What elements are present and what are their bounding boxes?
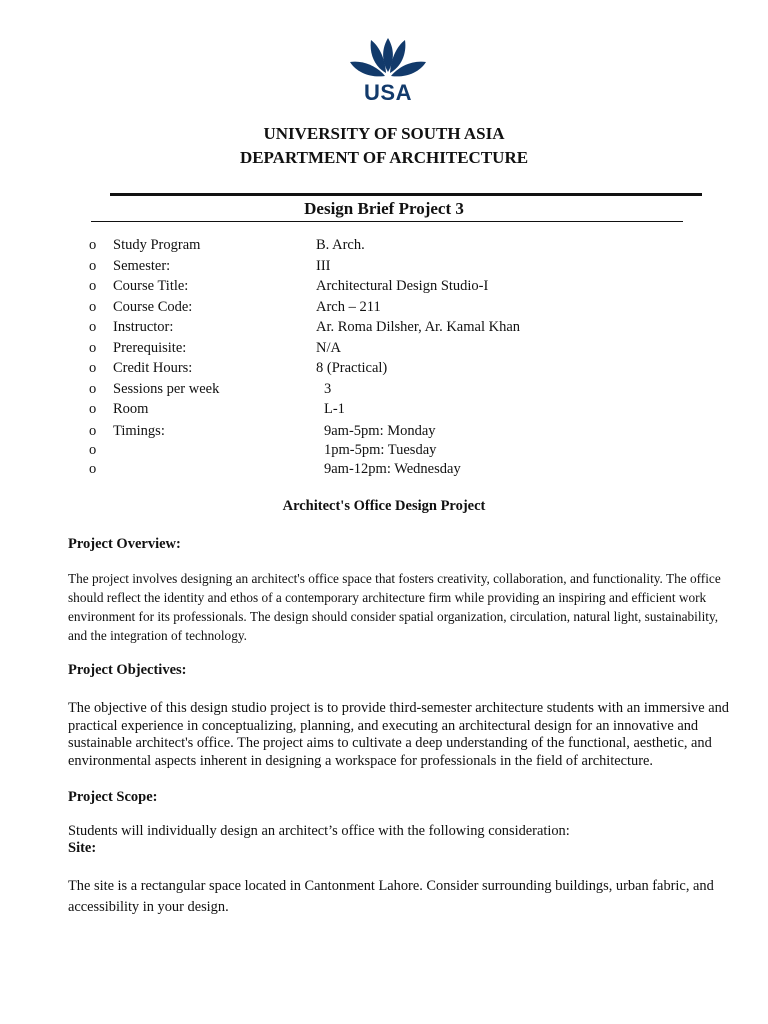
brief-title: Design Brief Project 3 <box>304 199 464 218</box>
bullet: o <box>89 380 97 397</box>
header-rule-top <box>110 193 702 196</box>
university-logo <box>347 36 429 104</box>
info-value: B. Arch. <box>316 237 365 253</box>
logo-text: USA <box>364 80 412 105</box>
info-label: Study Program <box>113 237 201 253</box>
info-label: Course Code: <box>113 298 193 315</box>
info-label: Instructor: <box>113 319 174 335</box>
info-value: N/A <box>316 339 341 356</box>
info-value: Arch – 211 <box>316 298 381 315</box>
scope-text: Students will individually design an architect’s office with the following consideration: <box>68 823 570 839</box>
bullet: o <box>89 461 97 477</box>
info-label: Credit Hours: <box>113 360 193 376</box>
info-value: 8 (Practical) <box>316 360 388 376</box>
lotus-emblem-icon <box>347 36 429 82</box>
project-title: Architect's Office Design Project <box>282 498 486 514</box>
info-value: Architectural Design Studio-I <box>316 278 489 294</box>
info-label: Room <box>113 401 149 417</box>
overview-heading: Project Overview: <box>68 536 181 552</box>
info-label: Prerequisite: <box>113 339 187 356</box>
bullet: o <box>89 257 97 274</box>
bullet: o <box>89 339 97 356</box>
timing-slot: 1pm-5pm: Tuesday <box>324 442 437 458</box>
info-value: L-1 <box>324 401 345 417</box>
bullet: o <box>89 442 97 458</box>
info-value: 3 <box>324 380 332 397</box>
timings-label: Timings: <box>113 423 165 439</box>
bullet: o <box>89 401 97 417</box>
university-name: UNIVERSITY OF SOUTH ASIA <box>263 124 505 143</box>
info-label: Course Title: <box>113 278 189 294</box>
department-name: DEPARTMENT OF ARCHITECTURE <box>239 148 529 167</box>
header-rule-bottom <box>91 221 683 222</box>
bullet: o <box>89 237 97 253</box>
info-value: Ar. Roma Dilsher, Ar. Kamal Khan <box>316 319 520 335</box>
bullet: o <box>89 278 97 294</box>
scope-heading: Project Scope: <box>68 789 158 805</box>
site-heading: Site: <box>68 840 97 856</box>
info-value: III <box>316 257 331 274</box>
info-label: Sessions per week <box>113 380 220 397</box>
timing-slot: 9am-12pm: Wednesday <box>324 461 461 477</box>
site-text: The site is a rectangular space located in Cantonment Lahore. Consider surrounding buildings, urban fabric, and accessibility in your design. <box>68 878 714 915</box>
bullet: o <box>89 298 97 315</box>
bullet: o <box>89 360 97 376</box>
info-label: Semester: <box>113 257 171 274</box>
timing-slot: 9am-5pm: Monday <box>324 423 436 439</box>
bullet: o <box>89 319 97 335</box>
bullet: o <box>89 423 97 439</box>
objectives-heading: Project Objectives: <box>68 662 187 678</box>
overview-text: The project involves designing an architect's office space that fosters creativity, collaboration, and functionality. The office should reflect the identity and ethos of a contemporary architecture firm while providing an inspiring and efficient work environment for its professionals. The design should consider spatial organization, circulation, natural light, sustainability, and the integration of technology. <box>68 571 721 643</box>
objectives-text: The objective of this design studio project is to provide third-semester architecture students with an immersive and practical experience in conceptualizing, planning, and executing an architectural design for an innovative and sustainable architect's office. The project aims to cultivate a deep understanding of the functional, aesthetic, and environmental aspects inherent in designing a workspace for professionals in the field of architecture. <box>68 700 729 769</box>
